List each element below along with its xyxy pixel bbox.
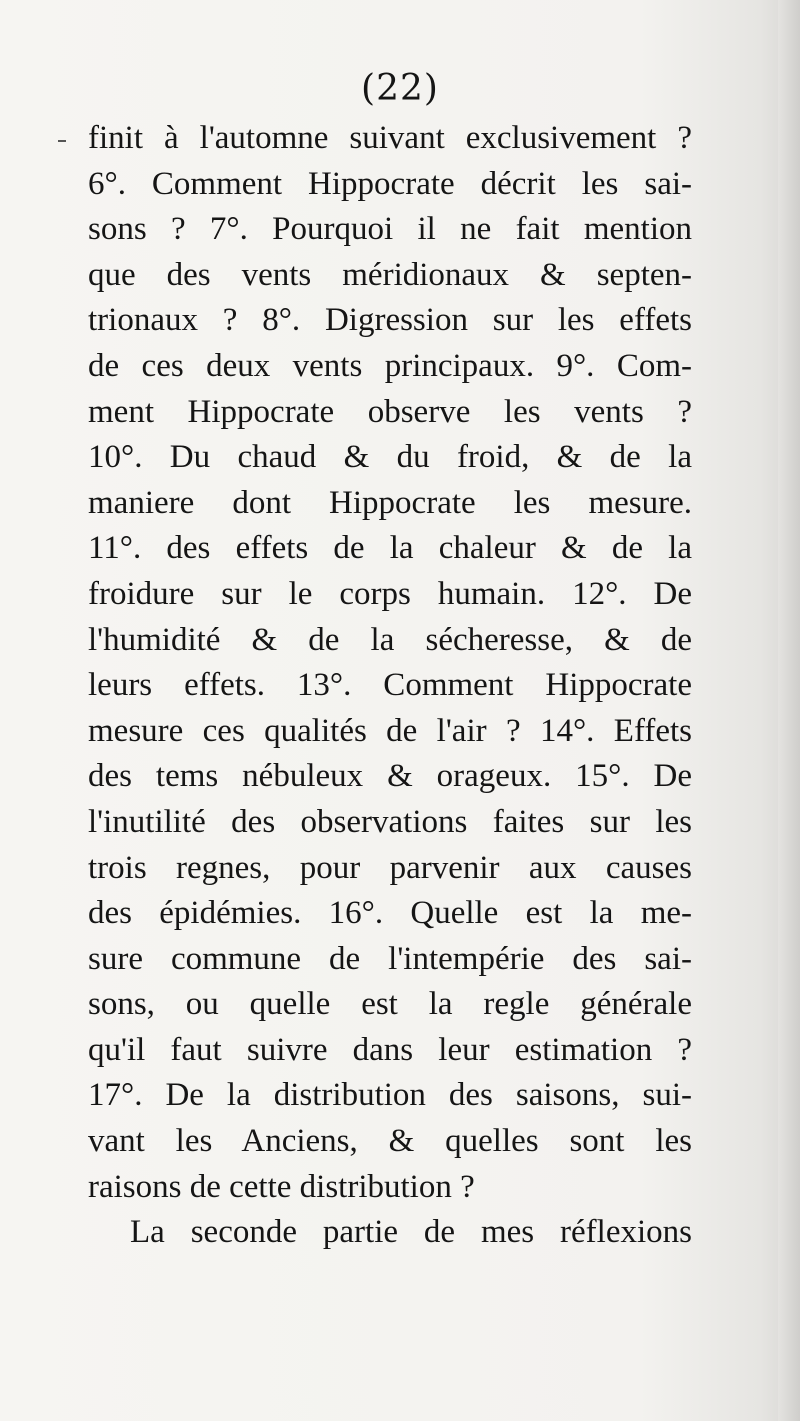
text-line: leurs effets. 13°. Comment Hippocrate <box>88 667 692 704</box>
text-line: mesure ces qualités de l'air ? 14°. Effets <box>88 712 692 749</box>
body-text <box>88 116 692 1256</box>
margin-mark <box>58 140 66 142</box>
text-line: sons, ou quelle est la regle générale <box>88 986 692 1023</box>
text-line: trionaux ? 8°. Digression sur les effets <box>88 302 692 339</box>
text-line: 11°. des effets de la chaleur & de la <box>88 530 692 567</box>
text-line: ment Hippocrate observe les vents ? <box>88 393 692 430</box>
text-line: l'humidité & de la sécheresse, & de <box>88 621 692 658</box>
text-line: sons ? 7°. Pourquoi il ne fait mention <box>88 211 692 248</box>
text-line: 10°. Du chaud & du froid, & de la <box>88 439 692 476</box>
text-line: que des vents méridionaux & septen- <box>88 256 692 293</box>
page-edge-shadow <box>778 0 800 1421</box>
text-line: des tems nébuleux & orageux. 15°. De <box>88 758 692 795</box>
text-line: trois regnes, pour parvenir aux causes <box>88 849 692 886</box>
text-line: de ces deux vents principaux. 9°. Com- <box>88 347 692 384</box>
text-line: des épidémies. 16°. Quelle est la me- <box>88 895 692 932</box>
paragraph-start-line: La seconde partie de mes réflexions <box>130 1214 692 1251</box>
text-line: sure commune de l'intempérie des sai- <box>88 940 692 977</box>
text-line: vant les Anciens, & quelles sont les <box>88 1123 692 1160</box>
text-line: qu'il faut suivre dans leur estimation ? <box>88 1031 692 1068</box>
text-line: finit à l'automne suivant exclusivement ? <box>88 120 692 156</box>
page-number: (22) <box>361 68 439 109</box>
text-line: maniere dont Hippocrate les mesure. <box>88 484 692 521</box>
text-line: 17°. De la distribution des saisons, sui- <box>88 1077 692 1114</box>
text-line: raisons de cette distribution ? <box>88 1168 475 1205</box>
text-line: 6°. Comment Hippocrate décrit les sai- <box>88 165 692 202</box>
text-line: froidure sur le corps humain. 12°. De <box>88 575 692 612</box>
text-line: l'inutilité des observations faites sur les <box>88 803 692 840</box>
